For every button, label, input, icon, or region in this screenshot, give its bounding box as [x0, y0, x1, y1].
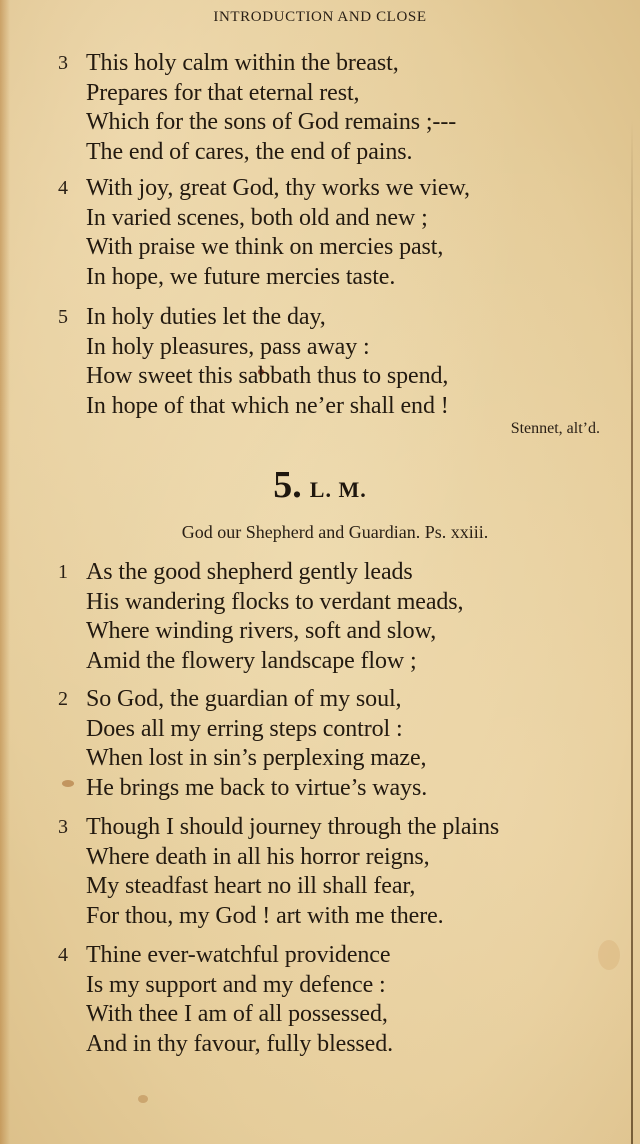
verse-line: In varied scenes, both old and new ;	[86, 204, 428, 231]
verse-line: Does all my erring steps control :	[86, 715, 403, 742]
hymn-subtitle: God our Shepherd and Guardian. Ps. xxiii.	[181, 522, 489, 542]
stanza-number: 4	[58, 944, 68, 966]
verse-line: In holy duties let the day,	[86, 304, 326, 330]
stanza-number: 1	[58, 561, 68, 583]
stanza-h5-1	[58, 558, 463, 676]
stanza-h4-4	[58, 174, 470, 292]
verse-line: And in thy favour, fully blessed.	[86, 1030, 394, 1057]
verse-line: So God, the guardian of my soul,	[86, 686, 402, 712]
attribution: Stennet, alt’d.	[510, 420, 600, 437]
verse-line: The end of cares, the end of pains.	[86, 138, 413, 165]
stanza-number: 5	[58, 306, 68, 328]
verse-line: Which for the sons of God remains ;---	[86, 109, 457, 135]
verse-line: Where winding rivers, soft and slow,	[86, 618, 437, 644]
verse-line: With joy, great God, thy works we view,	[86, 175, 470, 201]
hymn-heading	[0, 463, 640, 507]
verse-line: Where death in all his horror reigns,	[86, 843, 430, 870]
verse-line: Prepares for that eternal rest,	[86, 79, 360, 106]
stanza-h5-3	[58, 813, 499, 931]
hymn-meter: L. M.	[309, 477, 367, 502]
verse-line: For thou, my God ! art with me there.	[86, 902, 444, 929]
stanza-number: 4	[58, 177, 68, 199]
stanza-h4-5	[58, 303, 449, 421]
verse-line: In hope of that which ne’er shall end !	[86, 392, 449, 419]
page-right-edge	[631, 120, 633, 1144]
running-head: INTRODUCTION AND CLOSE	[213, 9, 427, 25]
verse-line: In holy pleasures, pass away :	[86, 333, 370, 360]
verse-line: Thine ever-watchful providence	[86, 942, 391, 968]
stanza-h4-3	[58, 49, 456, 167]
stanza-number: 2	[58, 688, 68, 710]
verse-line: He brings me back to virtue’s ways.	[86, 774, 428, 801]
verse-line: With praise we think on mercies past,	[86, 234, 444, 260]
stanza-number: 3	[58, 52, 68, 74]
stanza-number: 3	[58, 816, 68, 838]
foxing-stain	[598, 940, 620, 970]
verse-line: How sweet this sabbath thus to spend,	[86, 363, 449, 389]
verse-line: Though I should journey through the plains	[86, 814, 500, 840]
page-left-edge-shadow	[0, 0, 10, 1144]
verse-line: My steadfast heart no ill shall fear,	[86, 873, 416, 899]
foxing-stain	[138, 1095, 148, 1103]
stanza-h5-2	[58, 685, 427, 803]
verse-line: His wandering flocks to verdant meads,	[86, 588, 464, 615]
verse-line: Is my support and my defence :	[86, 971, 386, 998]
verse-line: This holy calm within the breast,	[86, 50, 399, 76]
verse-line: Amid the flowery landscape flow ;	[86, 647, 417, 674]
verse-line: As the good shepherd gently leads	[86, 559, 413, 585]
verse-line: With thee I am of all possessed,	[86, 1001, 388, 1027]
hymn-number: 5.	[273, 464, 302, 506]
verse-line: When lost in sin’s perplexing maze,	[86, 745, 427, 771]
verse-line: In hope, we future mercies taste.	[86, 263, 396, 290]
stanza-h5-4	[58, 941, 393, 1059]
